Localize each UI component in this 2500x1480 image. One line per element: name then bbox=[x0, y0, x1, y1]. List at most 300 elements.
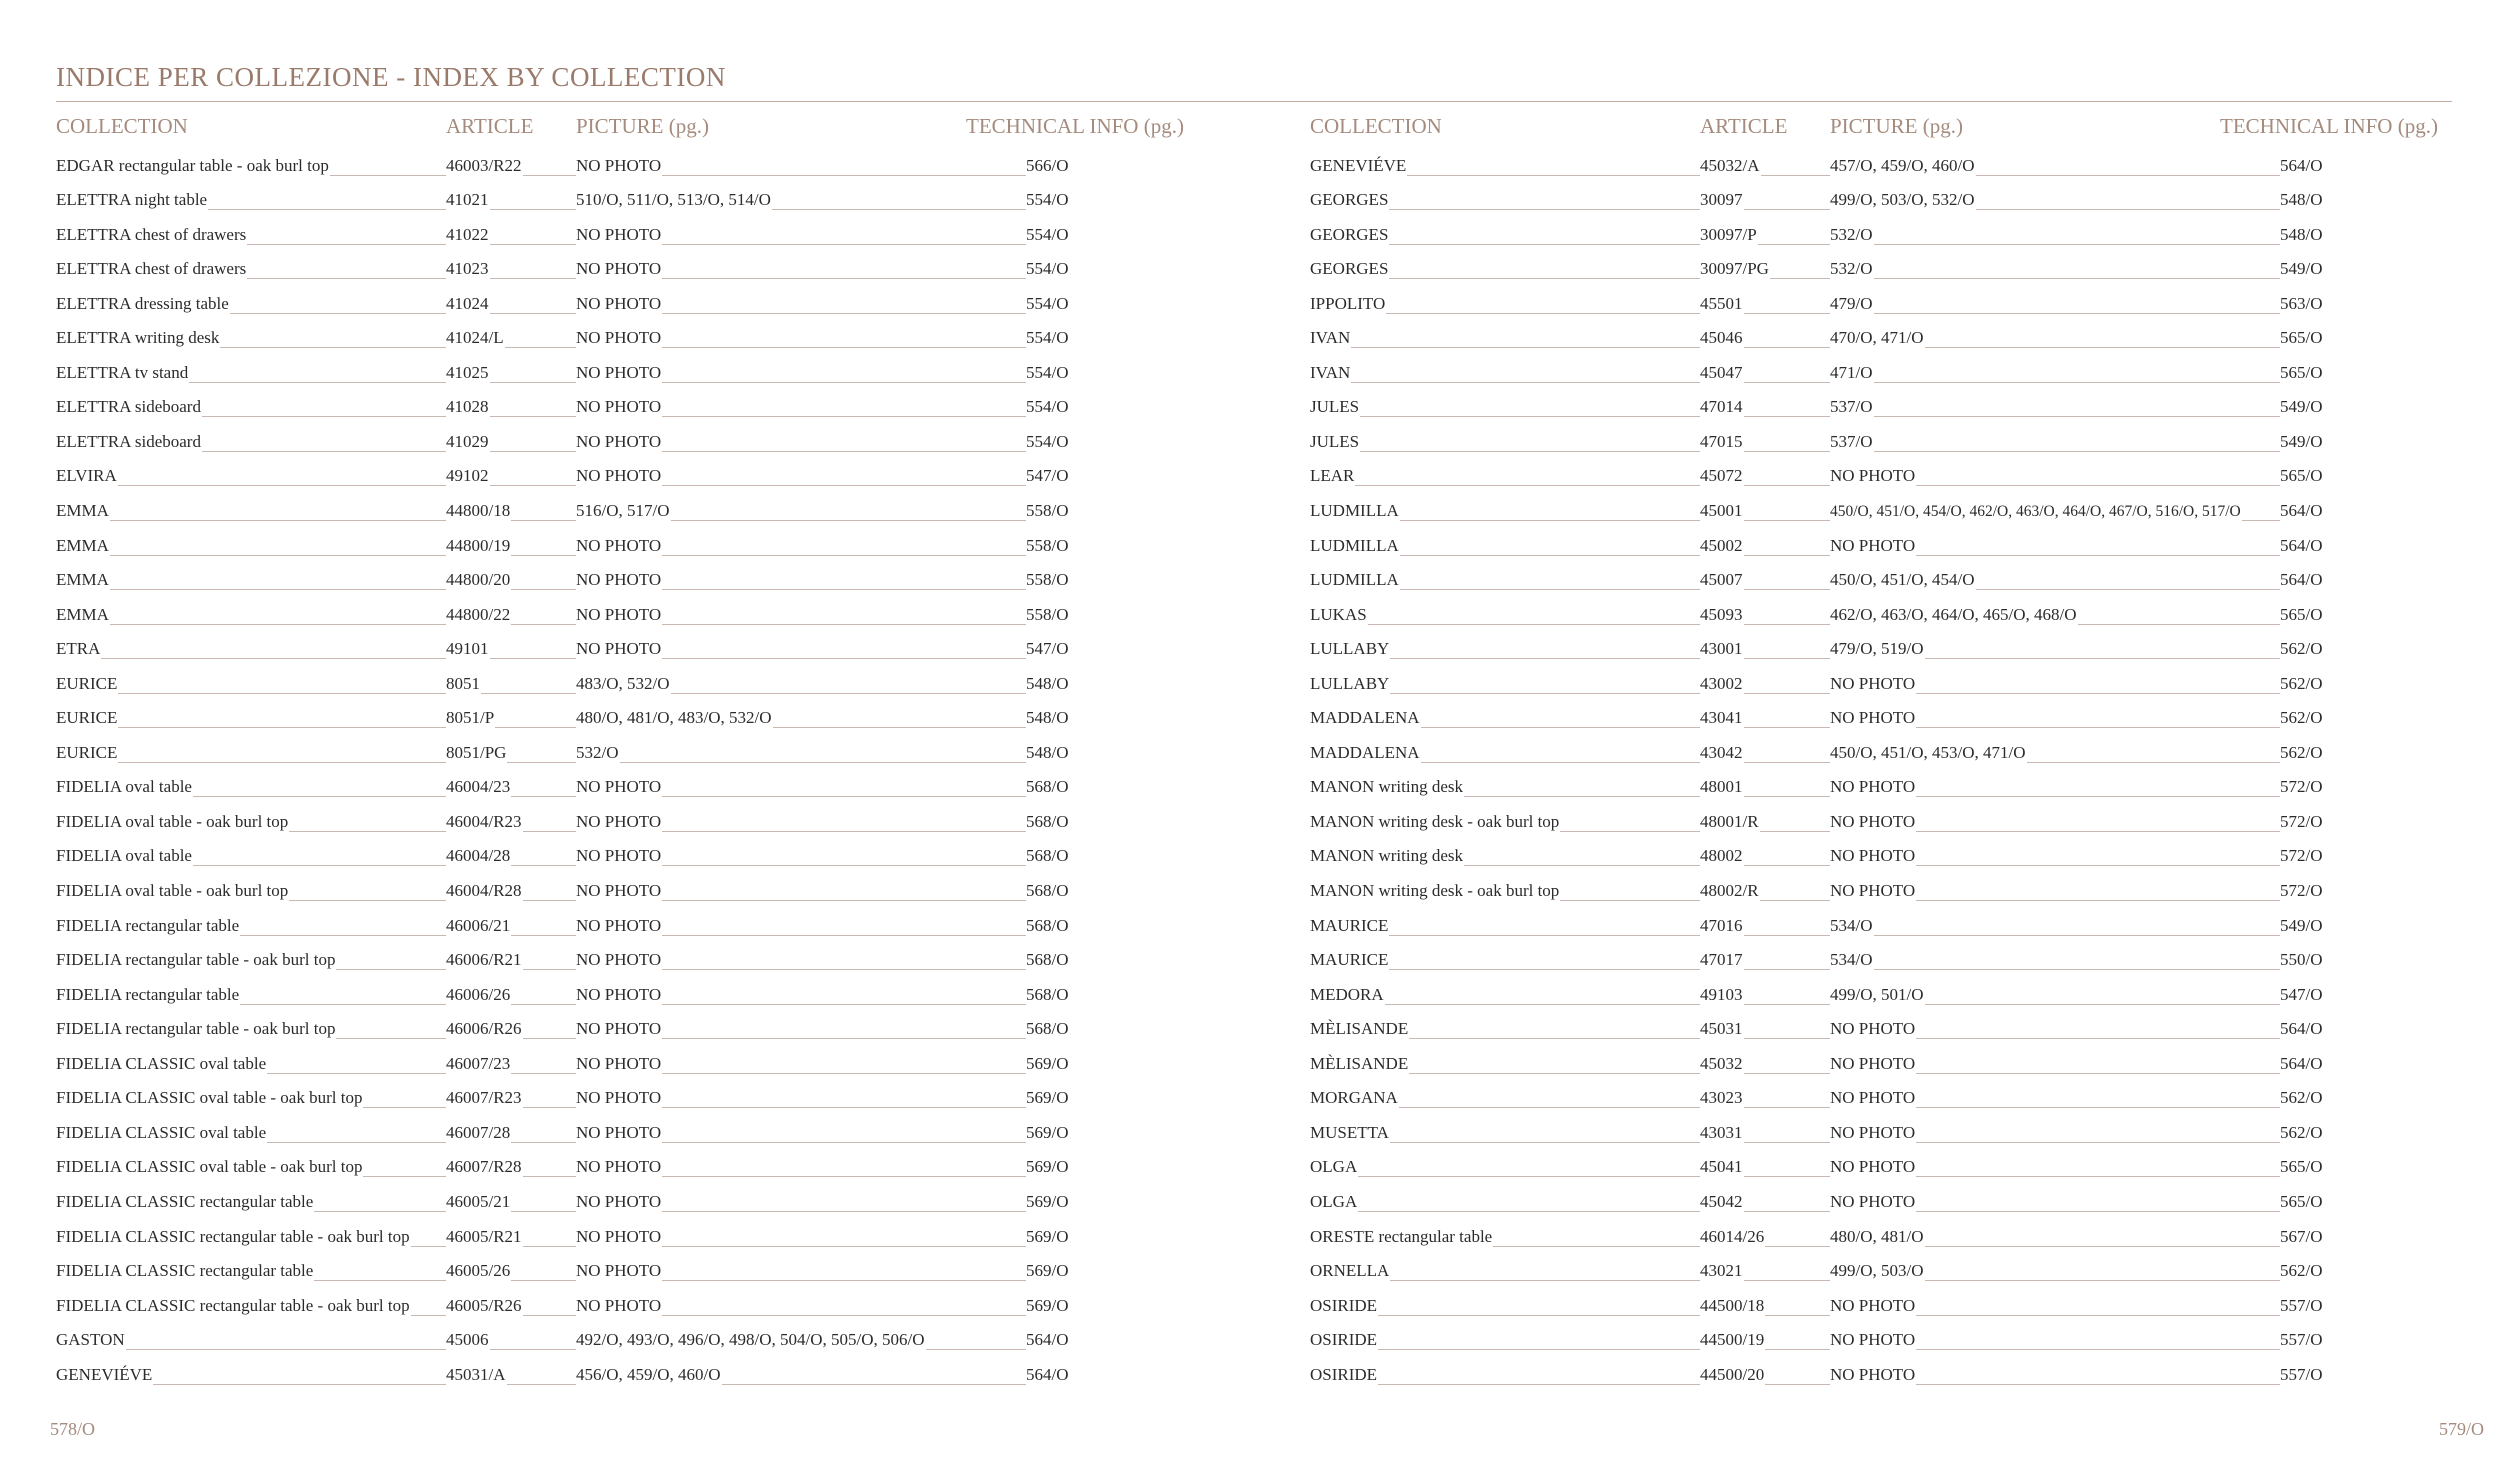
article-code: 45002 bbox=[1700, 535, 1743, 555]
article-code-cell bbox=[1700, 526, 1830, 561]
index-row bbox=[56, 595, 1226, 630]
technical-info-page: 565/O bbox=[2280, 1157, 2323, 1177]
technical-info-page-cell bbox=[2280, 664, 2340, 699]
picture-pages: NO PHOTO bbox=[576, 1191, 662, 1211]
technical-info-page-cell bbox=[1026, 1010, 1086, 1045]
technical-info-page-cell bbox=[2280, 250, 2340, 285]
index-row bbox=[1310, 1321, 2480, 1356]
article-code: 30097/P bbox=[1700, 224, 1757, 244]
technical-info-page: 548/O bbox=[1026, 742, 1069, 762]
technical-info-page: 562/O bbox=[2280, 1261, 2323, 1281]
collection-name: GEORGES bbox=[1310, 224, 1389, 244]
article-code: 41028 bbox=[446, 397, 489, 417]
collection-name-cell bbox=[56, 422, 446, 457]
collection-name: ORESTE rectangular table bbox=[1310, 1226, 1493, 1246]
article-code-cell bbox=[446, 181, 576, 216]
collection-name-cell bbox=[1310, 1355, 1700, 1390]
article-code: 41024/L bbox=[446, 328, 504, 348]
article-code-cell bbox=[446, 802, 576, 837]
technical-info-page-cell bbox=[1026, 595, 1086, 630]
collection-name: GASTON bbox=[56, 1330, 125, 1350]
technical-info-page-cell bbox=[1026, 1148, 1086, 1183]
collection-name-cell bbox=[1310, 837, 1700, 872]
article-code-cell bbox=[446, 906, 576, 941]
picture-pages-cell bbox=[1830, 664, 2280, 699]
article-code: 43023 bbox=[1700, 1088, 1743, 1108]
picture-pages-cell bbox=[1830, 353, 2280, 388]
collection-name-cell bbox=[56, 1182, 446, 1217]
collection-name: ELETTRA sideboard bbox=[56, 431, 201, 451]
column-headers bbox=[1310, 112, 2480, 146]
collection-name: EMMA bbox=[56, 535, 109, 555]
technical-info-page-cell bbox=[1026, 319, 1086, 354]
article-code-cell bbox=[1700, 595, 1830, 630]
picture-pages-cell bbox=[1830, 526, 2280, 561]
article-code: 44500/19 bbox=[1700, 1330, 1765, 1350]
article-code-cell bbox=[1700, 181, 1830, 216]
picture-pages: NO PHOTO bbox=[576, 1295, 662, 1315]
picture-pages-cell bbox=[1830, 802, 2280, 837]
collection-name: LUDMILLA bbox=[1310, 501, 1399, 521]
index-row bbox=[56, 491, 1226, 526]
picture-pages-cell bbox=[1830, 561, 2280, 596]
article-code-cell bbox=[1700, 284, 1830, 319]
article-code: 30097/PG bbox=[1700, 259, 1769, 279]
picture-pages: NO PHOTO bbox=[1830, 1088, 1916, 1108]
technical-info-page-cell bbox=[1026, 1182, 1086, 1217]
technical-info-page: 572/O bbox=[2280, 846, 2323, 866]
index-row bbox=[1310, 146, 2480, 181]
collection-name: FIDELIA CLASSIC rectangular table - oak burl top bbox=[56, 1226, 410, 1246]
technical-info-page: 563/O bbox=[2280, 293, 2323, 313]
article-code: 43041 bbox=[1700, 708, 1743, 728]
picture-pages: NO PHOTO bbox=[576, 950, 662, 970]
picture-pages-cell bbox=[1830, 146, 2280, 181]
technical-info-page: 562/O bbox=[2280, 639, 2323, 659]
article-code-cell bbox=[446, 250, 576, 285]
picture-pages: NO PHOTO bbox=[576, 1122, 662, 1142]
picture-pages: 534/O bbox=[1830, 950, 1873, 970]
article-code: 8051/P bbox=[446, 708, 495, 728]
article-code: 43042 bbox=[1700, 742, 1743, 762]
article-code-cell bbox=[1700, 353, 1830, 388]
picture-pages-cell bbox=[576, 146, 1026, 181]
article-code-cell bbox=[1700, 1252, 1830, 1287]
index-row bbox=[56, 768, 1226, 803]
collection-name-cell bbox=[56, 1113, 446, 1148]
technical-info-page: 549/O bbox=[2280, 915, 2323, 935]
article-code: 46005/R21 bbox=[446, 1226, 522, 1246]
technical-info-page: 572/O bbox=[2280, 777, 2323, 797]
picture-pages-cell bbox=[1830, 457, 2280, 492]
collection-name: ELETTRA dressing table bbox=[56, 293, 229, 313]
collection-name: MANON writing desk bbox=[1310, 777, 1463, 797]
picture-pages: NO PHOTO bbox=[1830, 1019, 1916, 1039]
technical-info-page-cell bbox=[2280, 1355, 2340, 1390]
technical-info-page: 547/O bbox=[1026, 466, 1069, 486]
article-code: 46004/R23 bbox=[446, 811, 522, 831]
collection-name-cell bbox=[1310, 561, 1700, 596]
technical-info-page-cell bbox=[1026, 388, 1086, 423]
technical-info-page: 564/O bbox=[1026, 1364, 1069, 1384]
picture-pages: 450/O, 451/O, 454/O, 462/O, 463/O, 464/O, 467/O, 516/O, 517/O bbox=[1830, 503, 2241, 521]
collection-name-cell bbox=[56, 491, 446, 526]
picture-pages-cell bbox=[576, 319, 1026, 354]
technical-info-page-cell bbox=[2280, 630, 2340, 665]
collection-name-cell bbox=[1310, 699, 1700, 734]
collection-name-cell bbox=[56, 561, 446, 596]
picture-pages: NO PHOTO bbox=[1830, 1295, 1916, 1315]
collection-name: LEAR bbox=[1310, 466, 1355, 486]
article-code: 44800/19 bbox=[446, 535, 511, 555]
article-code: 46007/R28 bbox=[446, 1157, 522, 1177]
picture-pages-cell bbox=[1830, 630, 2280, 665]
picture-pages: 457/O, 459/O, 460/O bbox=[1830, 155, 1975, 175]
index-row bbox=[1310, 975, 2480, 1010]
technical-info-page: 549/O bbox=[2280, 259, 2323, 279]
picture-pages-cell bbox=[1830, 595, 2280, 630]
picture-pages: 516/O, 517/O bbox=[576, 501, 670, 521]
collection-name-cell bbox=[56, 906, 446, 941]
article-code-cell bbox=[446, 768, 576, 803]
collection-name-cell bbox=[1310, 733, 1700, 768]
picture-pages: 462/O, 463/O, 464/O, 465/O, 468/O bbox=[1830, 604, 2077, 624]
index-row bbox=[56, 422, 1226, 457]
technical-info-page: 564/O bbox=[2280, 535, 2323, 555]
picture-pages: NO PHOTO bbox=[576, 570, 662, 590]
article-code: 41023 bbox=[446, 259, 489, 279]
picture-pages-cell bbox=[576, 699, 1026, 734]
collection-name-cell bbox=[56, 353, 446, 388]
picture-pages: 480/O, 481/O bbox=[1830, 1226, 1924, 1246]
index-row bbox=[56, 1182, 1226, 1217]
collection-name: EMMA bbox=[56, 604, 109, 624]
picture-pages: 470/O, 471/O bbox=[1830, 328, 1924, 348]
picture-pages: 499/O, 501/O bbox=[1830, 984, 1924, 1004]
header-article: ARTICLE bbox=[1700, 114, 1788, 138]
article-code-cell bbox=[446, 837, 576, 872]
picture-pages: 537/O bbox=[1830, 431, 1873, 451]
article-code-cell bbox=[446, 146, 576, 181]
article-code: 8051/PG bbox=[446, 742, 507, 762]
collection-name-cell bbox=[56, 733, 446, 768]
technical-info-page: 572/O bbox=[2280, 881, 2323, 901]
technical-info-page-cell bbox=[1026, 630, 1086, 665]
article-code-cell bbox=[446, 941, 576, 976]
picture-pages-cell bbox=[576, 595, 1026, 630]
collection-name-cell bbox=[56, 284, 446, 319]
article-code: 45042 bbox=[1700, 1191, 1743, 1211]
picture-pages: NO PHOTO bbox=[576, 1053, 662, 1073]
technical-info-page: 568/O bbox=[1026, 984, 1069, 1004]
picture-pages-cell bbox=[1830, 215, 2280, 250]
article-code-cell bbox=[1700, 1079, 1830, 1114]
technical-info-page-cell bbox=[2280, 1217, 2340, 1252]
technical-info-page: 549/O bbox=[2280, 397, 2323, 417]
article-code-cell bbox=[446, 871, 576, 906]
collection-name-cell bbox=[56, 146, 446, 181]
index-row bbox=[56, 1252, 1226, 1287]
article-code: 46007/23 bbox=[446, 1053, 511, 1073]
article-code-cell bbox=[1700, 941, 1830, 976]
technical-info-page-cell bbox=[2280, 1113, 2340, 1148]
technical-info-page-cell bbox=[2280, 284, 2340, 319]
technical-info-page: 554/O bbox=[1026, 362, 1069, 382]
collection-name: IPPOLITO bbox=[1310, 293, 1386, 313]
index-row bbox=[56, 250, 1226, 285]
technical-info-page-cell bbox=[1026, 422, 1086, 457]
article-code: 47017 bbox=[1700, 950, 1743, 970]
technical-info-page-cell bbox=[1026, 871, 1086, 906]
technical-info-page: 554/O bbox=[1026, 224, 1069, 244]
technical-info-page: 568/O bbox=[1026, 846, 1069, 866]
article-code: 8051 bbox=[446, 673, 480, 693]
technical-info-page: 558/O bbox=[1026, 604, 1069, 624]
technical-info-page-cell bbox=[1026, 353, 1086, 388]
picture-pages: NO PHOTO bbox=[1830, 1330, 1916, 1350]
picture-pages-cell bbox=[1830, 250, 2280, 285]
technical-info-page: 564/O bbox=[1026, 1330, 1069, 1350]
technical-info-page-cell bbox=[2280, 491, 2340, 526]
index-row bbox=[56, 1286, 1226, 1321]
article-code-cell bbox=[1700, 457, 1830, 492]
technical-info-page-cell bbox=[2280, 1044, 2340, 1079]
technical-info-page-cell bbox=[1026, 1217, 1086, 1252]
collection-name: IVAN bbox=[1310, 362, 1351, 382]
article-code-cell bbox=[1700, 871, 1830, 906]
picture-pages-cell bbox=[1830, 1010, 2280, 1045]
article-code-cell bbox=[1700, 906, 1830, 941]
collection-name: FIDELIA CLASSIC rectangular table - oak burl top bbox=[56, 1295, 410, 1315]
picture-pages-cell bbox=[1830, 1113, 2280, 1148]
article-code-cell bbox=[1700, 699, 1830, 734]
collection-name: GENEVIÉVE bbox=[1310, 155, 1407, 175]
technical-info-page: 562/O bbox=[2280, 1088, 2323, 1108]
technical-info-page-cell bbox=[2280, 457, 2340, 492]
article-code-cell bbox=[446, 1252, 576, 1287]
technical-info-page-cell bbox=[1026, 1286, 1086, 1321]
index-row bbox=[1310, 595, 2480, 630]
article-code: 45093 bbox=[1700, 604, 1743, 624]
article-code-cell bbox=[1700, 146, 1830, 181]
collection-name: EDGAR rectangular table - oak burl top bbox=[56, 155, 329, 175]
technical-info-page-cell bbox=[2280, 1182, 2340, 1217]
picture-pages-cell bbox=[1830, 388, 2280, 423]
picture-pages-cell bbox=[1830, 422, 2280, 457]
picture-pages: NO PHOTO bbox=[576, 155, 662, 175]
article-code: 41022 bbox=[446, 224, 489, 244]
collection-name: EMMA bbox=[56, 501, 109, 521]
article-code: 43002 bbox=[1700, 673, 1743, 693]
index-row bbox=[1310, 561, 2480, 596]
article-code: 46004/28 bbox=[446, 846, 511, 866]
collection-name-cell bbox=[56, 250, 446, 285]
page-title: INDICE PER COLLEZIONE - INDEX BY COLLECTION bbox=[56, 62, 726, 92]
index-row bbox=[56, 733, 1226, 768]
technical-info-page-cell bbox=[2280, 561, 2340, 596]
picture-pages-cell bbox=[576, 1010, 1026, 1045]
technical-info-page: 568/O bbox=[1026, 811, 1069, 831]
technical-info-page: 548/O bbox=[1026, 708, 1069, 728]
collection-name: GEORGES bbox=[1310, 259, 1389, 279]
picture-pages: NO PHOTO bbox=[1830, 1053, 1916, 1073]
picture-pages: 534/O bbox=[1830, 915, 1873, 935]
picture-pages-cell bbox=[576, 457, 1026, 492]
collection-name-cell bbox=[1310, 871, 1700, 906]
collection-name: MADDALENA bbox=[1310, 708, 1420, 728]
collection-name-cell bbox=[1310, 595, 1700, 630]
index-row bbox=[1310, 664, 2480, 699]
index-row bbox=[56, 146, 1226, 181]
index-row bbox=[56, 526, 1226, 561]
collection-name: FIDELIA rectangular table - oak burl top bbox=[56, 950, 336, 970]
picture-pages: NO PHOTO bbox=[576, 259, 662, 279]
article-code: 30097 bbox=[1700, 190, 1743, 210]
collection-name: FIDELIA rectangular table bbox=[56, 915, 240, 935]
index-row bbox=[1310, 1252, 2480, 1287]
collection-name-cell bbox=[1310, 1252, 1700, 1287]
picture-pages: NO PHOTO bbox=[576, 1226, 662, 1246]
index-row bbox=[56, 215, 1226, 250]
collection-name: FIDELIA CLASSIC rectangular table bbox=[56, 1191, 314, 1211]
technical-info-page: 557/O bbox=[2280, 1330, 2323, 1350]
index-row bbox=[56, 630, 1226, 665]
collection-name-cell bbox=[1310, 1148, 1700, 1183]
collection-name-cell bbox=[1310, 146, 1700, 181]
index-row bbox=[1310, 215, 2480, 250]
picture-pages-cell bbox=[1830, 1321, 2280, 1356]
technical-info-page-cell bbox=[2280, 733, 2340, 768]
title-divider bbox=[56, 101, 2452, 102]
technical-info-page: 564/O bbox=[2280, 570, 2323, 590]
article-code: 49103 bbox=[1700, 984, 1743, 1004]
picture-pages-cell bbox=[576, 1217, 1026, 1252]
technical-info-page-cell bbox=[1026, 1252, 1086, 1287]
technical-info-page: 554/O bbox=[1026, 293, 1069, 313]
header-picture: PICTURE (pg.) bbox=[1830, 114, 1963, 138]
picture-pages: NO PHOTO bbox=[576, 1088, 662, 1108]
technical-info-page-cell bbox=[1026, 733, 1086, 768]
picture-pages: NO PHOTO bbox=[576, 1261, 662, 1281]
collection-name-cell bbox=[56, 837, 446, 872]
article-code-cell bbox=[446, 215, 576, 250]
collection-name: ELETTRA sideboard bbox=[56, 397, 201, 417]
article-code: 48001/R bbox=[1700, 811, 1759, 831]
index-row bbox=[56, 941, 1226, 976]
article-code: 46004/R28 bbox=[446, 881, 522, 901]
collection-name: MADDALENA bbox=[1310, 742, 1420, 762]
picture-pages-cell bbox=[1830, 871, 2280, 906]
picture-pages: NO PHOTO bbox=[576, 1157, 662, 1177]
picture-pages-cell bbox=[576, 837, 1026, 872]
index-row bbox=[1310, 699, 2480, 734]
technical-info-page-cell bbox=[2280, 941, 2340, 976]
collection-name-cell bbox=[56, 595, 446, 630]
picture-pages-cell bbox=[1830, 975, 2280, 1010]
collection-name: FIDELIA oval table - oak burl top bbox=[56, 881, 289, 901]
article-code: 45006 bbox=[446, 1330, 489, 1350]
article-code-cell bbox=[446, 1355, 576, 1390]
collection-name: MUSETTA bbox=[1310, 1122, 1389, 1142]
technical-info-page: 550/O bbox=[2280, 950, 2323, 970]
collection-name-cell bbox=[1310, 526, 1700, 561]
index-column-left bbox=[56, 112, 1226, 1390]
technical-info-page: 549/O bbox=[2280, 431, 2323, 451]
collection-name-cell bbox=[1310, 181, 1700, 216]
collection-name: MANON writing desk - oak burl top bbox=[1310, 811, 1560, 831]
article-code-cell bbox=[446, 457, 576, 492]
index-column-right bbox=[1310, 112, 2480, 1390]
article-code-cell bbox=[446, 491, 576, 526]
technical-info-page: 548/O bbox=[2280, 224, 2323, 244]
picture-pages: 479/O, 519/O bbox=[1830, 639, 1924, 659]
collection-name-cell bbox=[56, 630, 446, 665]
collection-name-cell bbox=[1310, 284, 1700, 319]
index-row bbox=[1310, 1182, 2480, 1217]
article-code: 49101 bbox=[446, 639, 489, 659]
picture-pages: NO PHOTO bbox=[576, 362, 662, 382]
article-code: 46006/26 bbox=[446, 984, 511, 1004]
picture-pages-cell bbox=[1830, 1044, 2280, 1079]
technical-info-page-cell bbox=[1026, 802, 1086, 837]
article-code: 41029 bbox=[446, 431, 489, 451]
article-code: 45032 bbox=[1700, 1053, 1743, 1073]
index-row bbox=[56, 1355, 1226, 1390]
index-row bbox=[1310, 1355, 2480, 1390]
technical-info-page-cell bbox=[1026, 837, 1086, 872]
article-code: 49102 bbox=[446, 466, 489, 486]
technical-info-page-cell bbox=[2280, 1010, 2340, 1045]
collection-name-cell bbox=[1310, 1044, 1700, 1079]
picture-pages: NO PHOTO bbox=[1830, 535, 1916, 555]
picture-pages-cell bbox=[576, 1113, 1026, 1148]
picture-pages: NO PHOTO bbox=[576, 811, 662, 831]
technical-info-page: 565/O bbox=[2280, 362, 2323, 382]
picture-pages-cell bbox=[576, 353, 1026, 388]
collection-name: ELETTRA writing desk bbox=[56, 328, 220, 348]
collection-name: ELVIRA bbox=[56, 466, 117, 486]
article-code: 46007/R23 bbox=[446, 1088, 522, 1108]
article-code-cell bbox=[446, 422, 576, 457]
collection-name: FIDELIA CLASSIC oval table bbox=[56, 1053, 267, 1073]
index-row bbox=[56, 1010, 1226, 1045]
article-code: 46006/R21 bbox=[446, 950, 522, 970]
technical-info-page-cell bbox=[1026, 1113, 1086, 1148]
technical-info-page-cell bbox=[1026, 906, 1086, 941]
technical-info-page: 564/O bbox=[2280, 501, 2323, 521]
article-code-cell bbox=[446, 975, 576, 1010]
index-row bbox=[56, 837, 1226, 872]
technical-info-page-cell bbox=[1026, 215, 1086, 250]
collection-name-cell bbox=[1310, 491, 1700, 526]
technical-info-page-cell bbox=[1026, 975, 1086, 1010]
collection-name-cell bbox=[56, 975, 446, 1010]
technical-info-page-cell bbox=[1026, 699, 1086, 734]
index-row bbox=[1310, 768, 2480, 803]
picture-pages-cell bbox=[576, 802, 1026, 837]
index-row bbox=[56, 1148, 1226, 1183]
article-code-cell bbox=[1700, 561, 1830, 596]
collection-name: EURICE bbox=[56, 742, 118, 762]
article-code: 48002/R bbox=[1700, 881, 1759, 901]
index-row bbox=[1310, 1286, 2480, 1321]
collection-name-cell bbox=[56, 388, 446, 423]
collection-name-cell bbox=[56, 1079, 446, 1114]
article-code-cell bbox=[446, 699, 576, 734]
collection-name-cell bbox=[1310, 1182, 1700, 1217]
picture-pages-cell bbox=[576, 181, 1026, 216]
index-row bbox=[1310, 422, 2480, 457]
